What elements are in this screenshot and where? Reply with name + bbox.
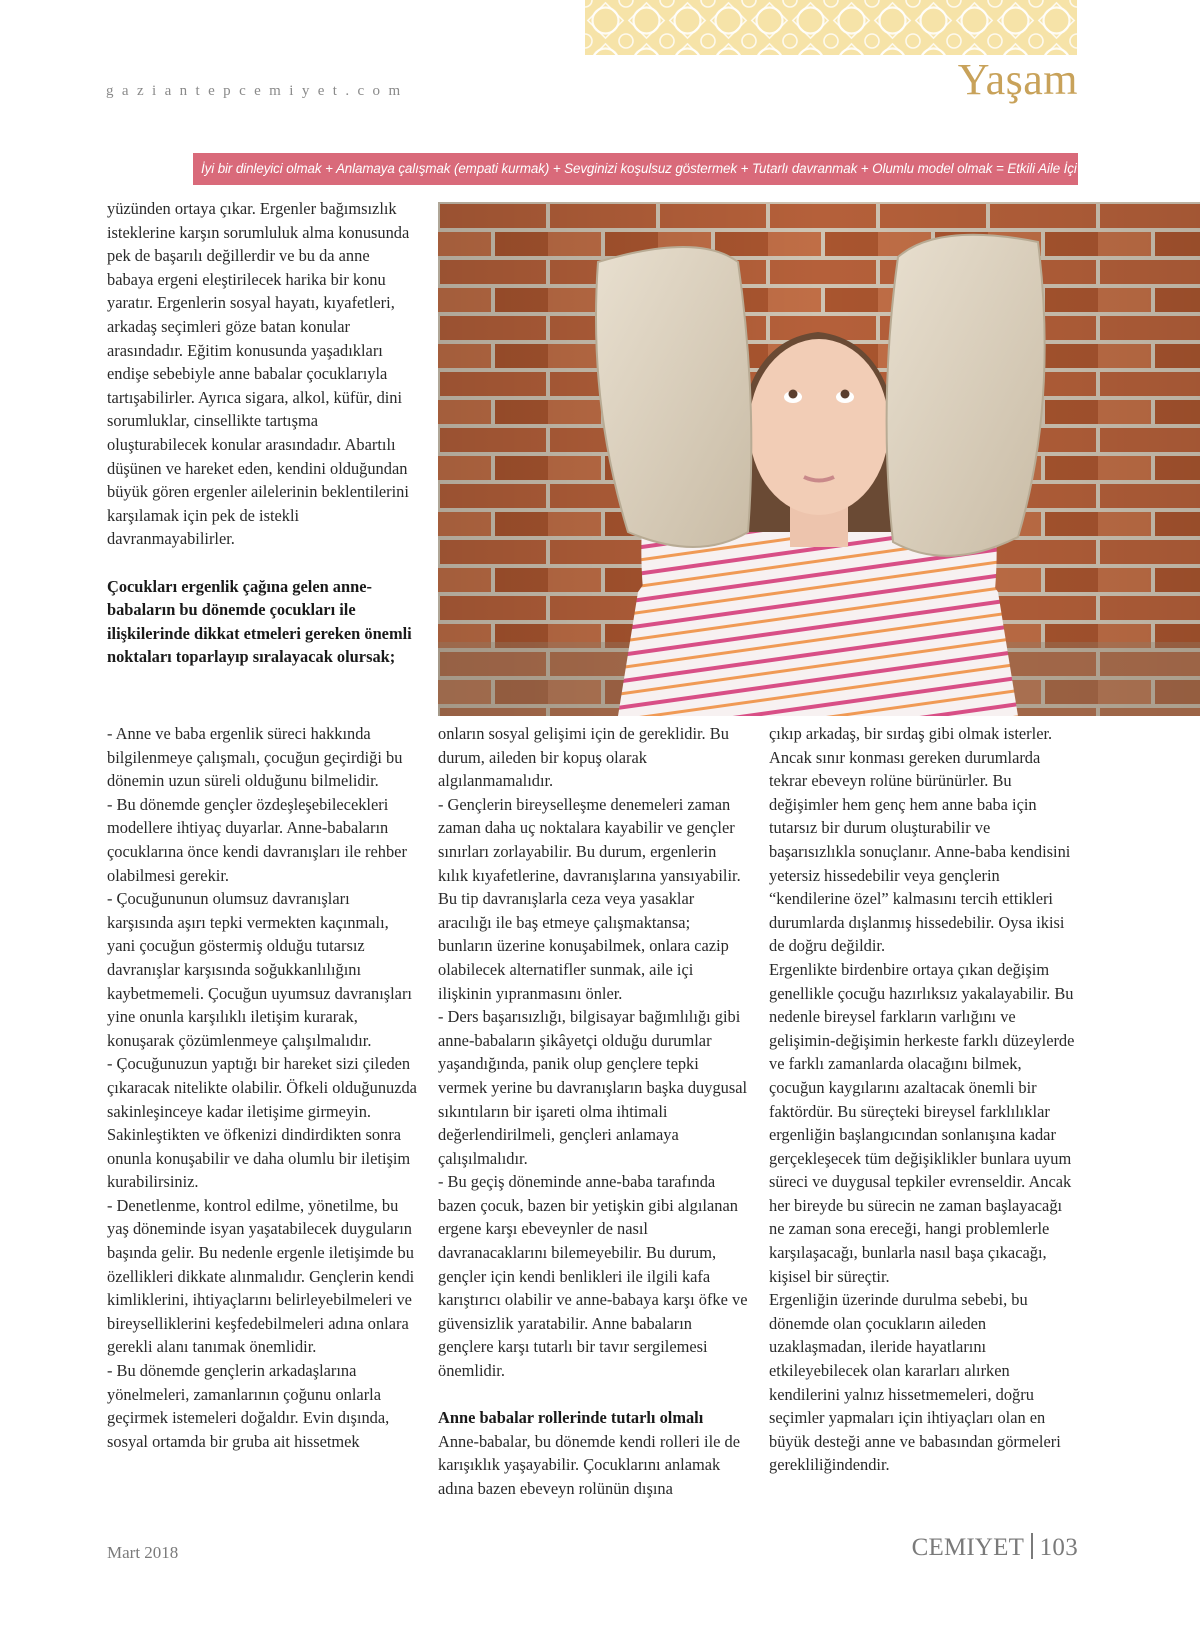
paragraph: çıkıp arkadaş, bir sırdaş gibi olmak isterler. Ancak sınır konması gereken durumlarda tekrar ebeveyn rolüne bürünürler. Bu değişimler hem genç hem anne baba için tutarsız bir durum oluşturabilir ve başarısızlıkla sonuçlanır. Anne-baba kendisini yetersiz hissedebilir veya gençlerin “kendilerine özel” kalmasını tercih ettikleri durumlarda dışlanmış hissedebilir. Oysa ikisi de doğru değildir. <box>769 724 1071 956</box>
list-item: - Ders başarısızlığı, bilgisayar bağımlılığı gibi anne-babaların şikâyetçi olduğu durumlar yaşandığında, panik olup gençlere tepki vermek yerine bu davranışların başka duygusal sıkıntıların bir işareti olma ihtimali değerlendirilmeli, gençleri anlamaya çalışılmalıdır. <box>438 1007 748 1168</box>
article-photo <box>438 202 1200 716</box>
intro-paragraph: yüzünden ortaya çıkar. Ergenler bağımsızlık isteklerine karşın sorumluluk alma konusunda pek de başarılı değillerdir ve bu da anne babaya ergeni eleştirilecek harika bir konu yaratır. Ergenlerin sosyal hayatı, kıyafetleri, arkadaş seçimleri göze batan konular arasındadır. Eğitim konusunda yaşadıkları endişe sebebiyle anne babalar çocuklarıyla tartışabilirler. Ayrıca sigara, alkol, küfür, dini sorumluklar, cinsellikte tartışma oluşturabilecek konular arasındadır. Abartılı düşünen ve hareket eden, kendini olduğundan büyük gören ergenler ailelerinin beklentilerini karşılamak için pek de istekli davranmayabilirler. <box>107 199 410 549</box>
formula-banner: İyi bir dinleyici olmak + Anlamaya çalışmak (empati kurmak) + Sevginizi koşulsuz göstermek + Tutarlı davranmak + Olumlu model olmak = Etkili Aile İçi İletişim <box>193 153 1078 185</box>
list-item: - Denetlenme, kontrol edilme, yönetilme, bu yaş döneminde isyan yaşatabilecek duyguların başında gelir. Bu nedenle ergenle iletişimde bu özellikleri dikkate alınmalıdır. Gençlerin kendi kimliklerini, ihtiyaçlarını belirleyebilmeleri ve bireyselliklerini keşfedebilmeleri adına onlara gerekli alanı tanımak önemlidir. <box>107 1195 415 1357</box>
site-url: gaziantepcemiyet.com <box>106 83 409 99</box>
list-item: - Bu geçiş döneminde anne-baba tarafında bazen çocuk, bazen bir yetişkin gibi algılanan ergene karşı ebeveynler de nasıl davranacaklarını bilemeyebilir. Bu durum, gençler için kendi benlikleri ile ilgili kafa karıştırıcı olabilir ve anne-babaya karşı öfke ve güvensizlik yaratabilir. Anne babaların gençlere karşı tutarlı bir tavır sergilemesi önemlidir. <box>438 1172 748 1381</box>
paragraph: Anne-babalar, bu dönemde kendi rolleri ile de karışıklık yaşayabilir. Çocuklarını anlamak adına bazen ebeveyn rolünün dışına <box>438 1431 741 1498</box>
list-item: onların sosyal gelişimi için de gereklidir. Bu durum, aileden bir kopuş olarak algılanmamalıdır. <box>438 724 729 791</box>
footer-divider <box>1031 1533 1033 1559</box>
list-item: - Çocuğununun olumsuz davranışları karşısında aşırı tepki vermekten kaçınmalı, yani çocuğun göstermiş olduğu tutarsız davranışlar karşısında soğukkanlılığını kaybetmemeli. Çocuğun uyumsuz davranışları yine onunla karşılıklı iletişim kurarak, konuşarak çözümlenmeye çalışılmalıdır. <box>107 889 412 1050</box>
header-ornament <box>585 0 1077 55</box>
list-item: - Çocuğunuzun yaptığı bir hareket sizi çileden çıkaracak nitelikte olabilir. Öfkeli olduğunuzda sakinleşinceye kadar iletişime girmeyin. Sakinleştikten ve öfkenizi dindirdikten sonra onunla konuşabilir ve daha olumlu bir iletişim kurabilirsiniz. <box>107 1054 417 1192</box>
list-item: - Anne ve baba ergenlik süreci hakkında bilgilenmeye çalışmalı, çocuğun geçirdiği bu dönemin uzun süreli olduğunu bilmelidir. <box>107 724 403 791</box>
article-intro <box>107 197 417 669</box>
subheading: Anne babalar rollerinde tutarlı olmalı <box>438 1408 704 1428</box>
article-column-right <box>769 722 1079 1477</box>
issue-date: Mart 2018 <box>107 1543 179 1562</box>
article-column-middle <box>438 722 748 1501</box>
intro-heading: Çocukları ergenlik çağına gelen anne-babaların bu dönemde çocukları ile ilişkilerinde dikkat etmeleri gereken önemli noktaları toparlayıp sıralayacak olursak; <box>107 576 412 667</box>
list-item: - Gençlerin bireyselleşme denemeleri zaman zaman daha uç noktalara kayabilir ve gençler sınırları zorlayabilir. Bu durum, ergenlerin kılık kıyafetlerine, davranışlarına yansıyabilir. Bu tip davranışlarla ceza veya yasaklar aracılığı ile baş etmeye çalışmaktansa; bunların üzerine konuşabilmek, onlara cazip olabilecek alternatifler sunmak, aile içi ilişkinin yıpranmasını önler. <box>438 794 741 1003</box>
article-column-left <box>107 722 417 1453</box>
magazine-brand: CEMIYET <box>911 1534 1025 1561</box>
paragraph: Ergenliğin üzerinde durulma sebebi, bu dönemde olan çocukların aileden uzaklaşmadan, ileride hayatlarını etkileyebilecek olan kararları alırken kendilerini yalnız hissetmemeleri, doğru seçimler yapmaları için ihtiyaçları olan en büyük desteği anne ve babasından görmeleri gerekliliğindendir. <box>769 1290 1061 1475</box>
list-item: - Bu dönemde gençler özdeşleşebilecekleri modellere ihtiyaç duyarlar. Anne-babaların çocuklarına önce kendi davranışları ile rehber olabilmesi gerekir. <box>107 794 407 885</box>
section-title: Yaşam <box>957 55 1078 104</box>
page-footer <box>912 1533 1078 1562</box>
paragraph: Ergenlikte birdenbire ortaya çıkan değişim genellikle çocuğu hazırlıksız yakalayabilir. Bu nedenle bireysel farkların varlığını ve gelişimin-değişimin herkeste farklı düzeylerde ve farklı zamanlarda olacağını bilmek, çocuğun kaygılarını azaltacak önemli bir faktördür. Bu süreçteki bireysel farklılıklar ergenliğin başlangıcından sonlanışına kadar gerçekleşecek tüm değişiklikler bunlara uyum süreci ve duygusal tepkiler evrenseldir. Ancak her bireyde bu sürecin ne zaman başlayacağı ne zaman sona ereceği, hangi problemlerle karşılaşacağı, bunlarla nasıl başa çıkacağı, kişisel bir süreçtir. <box>769 959 1075 1286</box>
list-item: - Bu dönemde gençlerin arkadaşlarına yönelmeleri, zamanlarının çoğunu onlarla geçirmek istemeleri doğaldır. Evin dışında, sosyal ortamda bir gruba ait hissetmek <box>107 1361 390 1451</box>
page-number: 103 <box>1039 1534 1078 1561</box>
